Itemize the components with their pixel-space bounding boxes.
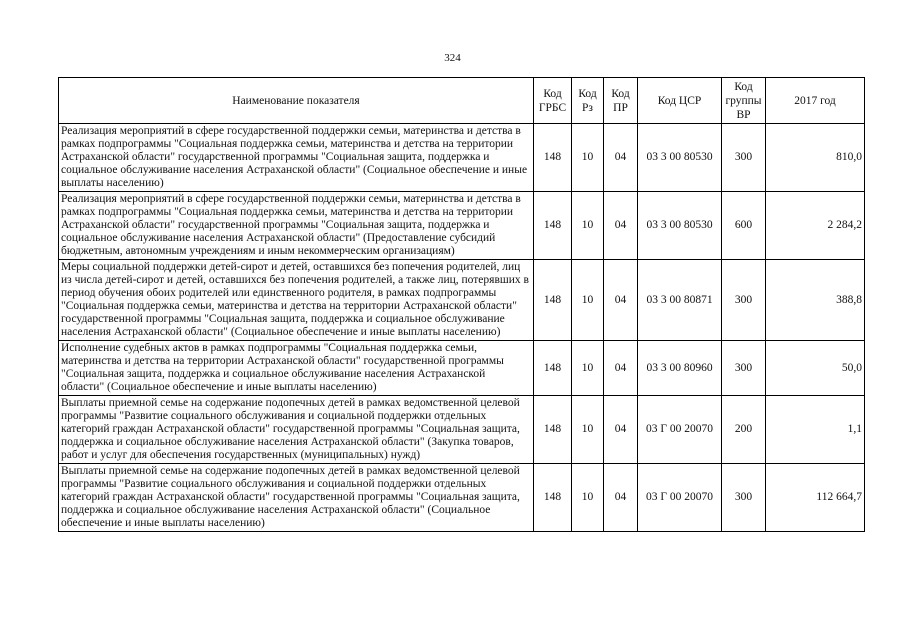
row-rz: 10 — [572, 260, 604, 341]
row-csr: 03 3 00 80871 — [638, 260, 722, 341]
row-grbs: 148 — [534, 260, 572, 341]
row-rz: 10 — [572, 124, 604, 192]
budget-table — [58, 77, 865, 532]
row-grbs: 148 — [534, 124, 572, 192]
table-row — [59, 341, 865, 396]
header-row — [59, 78, 865, 124]
row-vr: 200 — [722, 396, 766, 464]
header-name: Наименование показателя — [59, 78, 534, 124]
row-grbs: 148 — [534, 464, 572, 532]
table-row — [59, 464, 865, 532]
row-amount: 50,0 — [766, 341, 865, 396]
row-amount: 1,1 — [766, 396, 865, 464]
row-rz: 10 — [572, 396, 604, 464]
table-row — [59, 192, 865, 260]
header-rz: Код Рз — [572, 78, 604, 124]
row-csr: 03 Г 00 20070 — [638, 464, 722, 532]
row-name: Выплаты приемной семье на содержание подопечных детей в рамках ведомственной целевой программы "Развитие социального обслуживания и социальной поддержки отдельных категорий граждан Астраханской области" государственной программы "Социальная защита, поддержка и социальное обслуживание населения Астраханской области" (Закупка товаров, работ и услуг для обеспечения государственных (муниципальных) нужд) — [59, 396, 534, 464]
row-vr: 300 — [722, 260, 766, 341]
row-pr: 04 — [604, 124, 638, 192]
row-pr: 04 — [604, 396, 638, 464]
row-name: Выплаты приемной семье на содержание подопечных детей в рамках ведомственной целевой программы "Развитие социального обслуживания и социальной поддержки отдельных категорий граждан Астраханской области" государственной программы "Социальная защита, поддержка и социальное обслуживание населения Астраханской области" (Социальное обеспечение и иные выплаты населению) — [59, 464, 534, 532]
row-amount: 810,0 — [766, 124, 865, 192]
row-amount: 2 284,2 — [766, 192, 865, 260]
row-name: Реализация мероприятий в сфере государственной поддержки семьи, материнства и детства в рамках подпрограммы "Социальная поддержка семьи, материнства и детства на территории Астраханской области" государственной программы "Социальная защита, поддержка и социальное обслуживание населения Астраханской области" (Социальное обеспечение и иные выплаты населению) — [59, 124, 534, 192]
header-grbs: Код ГРБС — [534, 78, 572, 124]
header-vr: Код группы ВР — [722, 78, 766, 124]
table-row — [59, 260, 865, 341]
row-pr: 04 — [604, 464, 638, 532]
row-csr: 03 3 00 80530 — [638, 124, 722, 192]
row-rz: 10 — [572, 192, 604, 260]
row-name: Реализация мероприятий в сфере государственной поддержки семьи, материнства и детства в рамках подпрограммы "Социальная поддержка семьи, материнства и детства на территории Астраханской области" государственной программы "Социальная защита, поддержка и социальное обслуживание населения Астраханской области" (Предоставление субсидий бюджетным, автономным учреждениям и иным некоммерческим организациям) — [59, 192, 534, 260]
row-rz: 10 — [572, 341, 604, 396]
row-csr: 03 Г 00 20070 — [638, 396, 722, 464]
row-name: Меры социальной поддержки детей-сирот и детей, оставшихся без попечения родителей, лиц из числа детей-сирот и детей, оставшихся без попечения родителей, а также лиц, потерявших в период обучения обоих родителей или единственного родителя, в рамках подпрограммы "Социальная поддержка семьи, материнства и детства на территории Астраханской области" государственной программы "Социальная защита, поддержка и социальное обслуживание населения Астраханской области" (Социальное обеспечение и иные выплаты населению) — [59, 260, 534, 341]
row-pr: 04 — [604, 192, 638, 260]
page-number: 324 — [444, 52, 461, 64]
row-vr: 300 — [722, 464, 766, 532]
header-csr: Код ЦСР — [638, 78, 722, 124]
row-rz: 10 — [572, 464, 604, 532]
row-amount: 388,8 — [766, 260, 865, 341]
row-csr: 03 3 00 80960 — [638, 341, 722, 396]
row-pr: 04 — [604, 260, 638, 341]
header-pr: Код ПР — [604, 78, 638, 124]
row-csr: 03 3 00 80530 — [638, 192, 722, 260]
row-grbs: 148 — [534, 341, 572, 396]
header-year: 2017 год — [766, 78, 865, 124]
table-row — [59, 124, 865, 192]
row-vr: 300 — [722, 124, 766, 192]
row-grbs: 148 — [534, 396, 572, 464]
row-vr: 600 — [722, 192, 766, 260]
row-vr: 300 — [722, 341, 766, 396]
row-pr: 04 — [604, 341, 638, 396]
table-row — [59, 396, 865, 464]
row-name: Исполнение судебных актов в рамках подпрограммы "Социальная поддержка семьи, материнства и детства на территории Астраханской области" государственной программы "Социальная защита, поддержка и социальное обслуживание населения Астраханской области" (Социальное обеспечение и иные выплаты населению) — [59, 341, 534, 396]
row-grbs: 148 — [534, 192, 572, 260]
row-amount: 112 664,7 — [766, 464, 865, 532]
